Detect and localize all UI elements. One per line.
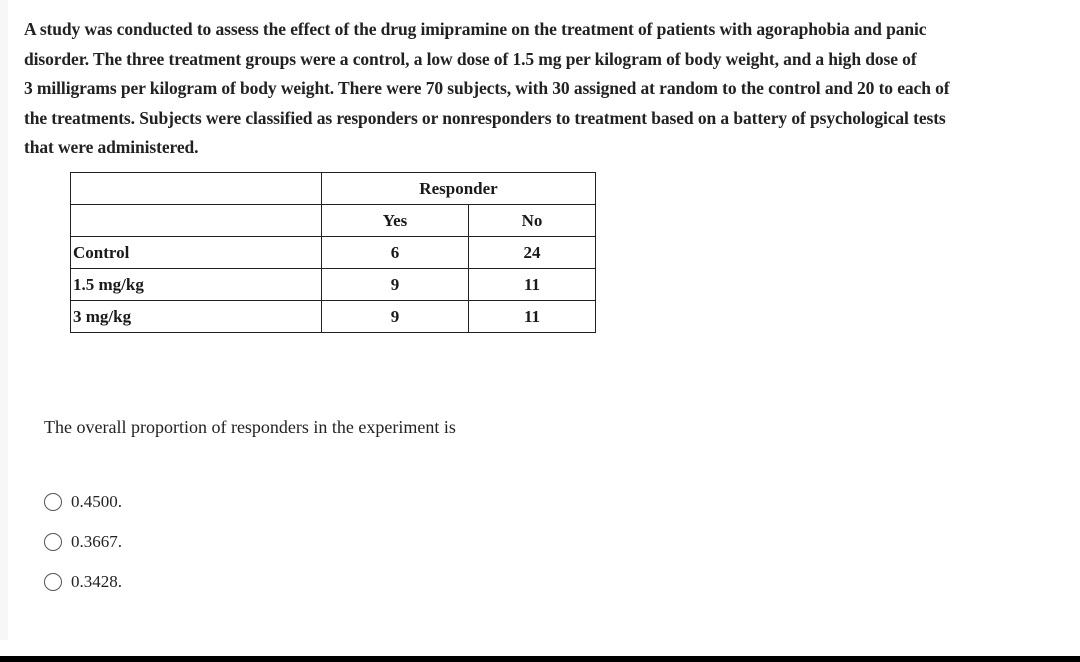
cell-yes: 6	[322, 237, 469, 269]
cell-yes: 9	[322, 269, 469, 301]
page-edge	[0, 0, 8, 640]
answer-option-1[interactable]	[44, 482, 122, 522]
option-label: 0.3667.	[71, 532, 122, 551]
cell-yes: 9	[322, 301, 469, 333]
empty-cell	[71, 173, 322, 205]
radio-button-icon[interactable]	[44, 533, 62, 551]
intro-line: 3 milligrams per kilogram of body weight. There were 70 subjects, with 30 assigned at random to the control and 20 to each of	[24, 78, 950, 98]
row-label: Control	[71, 237, 322, 269]
answer-option-2[interactable]	[44, 522, 122, 562]
column-header-yes: Yes	[322, 205, 469, 237]
intro-line: disorder. The three treatment groups were a control, a low dose of 1.5 mg per kilogram of body weight, and a high dose of	[24, 48, 917, 69]
radio-button-icon[interactable]	[44, 573, 62, 591]
cell-no: 11	[469, 269, 596, 301]
problem-statement	[24, 15, 1069, 163]
group-header: Responder	[322, 173, 596, 205]
responder-table	[70, 172, 596, 333]
option-label: 0.3428.	[71, 572, 122, 591]
intro-line: that were administered.	[24, 137, 199, 157]
cell-no: 11	[469, 301, 596, 333]
empty-cell	[71, 205, 322, 237]
radio-button-icon[interactable]	[44, 493, 62, 511]
table-row	[71, 237, 596, 269]
option-label: 0.4500.	[71, 492, 122, 511]
column-header-no: No	[469, 205, 596, 237]
answer-option-3[interactable]	[44, 562, 122, 602]
cell-no: 24	[469, 237, 596, 269]
row-label: 3 mg/kg	[71, 301, 322, 333]
row-label: 1.5 mg/kg	[71, 269, 322, 301]
intro-line: A study was conducted to assess the effect of the drug imipramine on the treatment of patients with agoraphobia and panic	[24, 19, 927, 39]
intro-line: the treatments. Subjects were classified as responders or nonresponders to treatment based on a battery of psychological tests	[24, 107, 946, 128]
question-text: The overall proportion of responders in the experiment is	[44, 417, 456, 437]
table-row	[71, 301, 596, 333]
table-row	[71, 269, 596, 301]
bottom-bar	[0, 656, 1080, 662]
answer-options	[44, 482, 122, 602]
